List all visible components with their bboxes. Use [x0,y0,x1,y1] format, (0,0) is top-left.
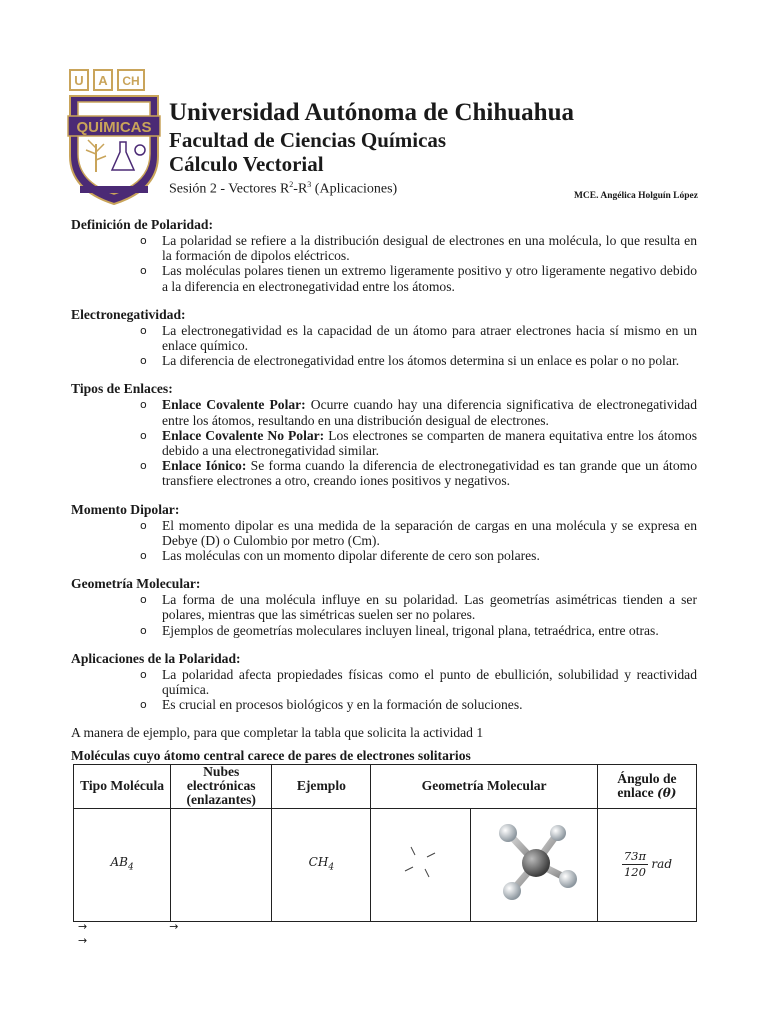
logo-word: QUÍMICAS [76,119,152,136]
bullet-text: Los electrones se comparten de manera equitativa entre los átomos debido a una electronegatividad similar. [162,427,697,459]
intro-text: A manera de ejemplo, para que completar la tabla que solicita la actividad 1 [71,725,484,741]
table-title: Moléculas cuyo átomo central carece de pares de electrones solitarios [71,747,471,763]
bullet-list [71,323,697,369]
bullet-list [71,592,697,638]
session-prefix: Sesión 2 - Vectores R [169,181,290,197]
faculty-name: Facultad de Ciencias Químicas [169,128,447,152]
angle-fraction [622,849,648,880]
section-title: Momento Dipolar: [71,501,180,517]
bullet-item [162,458,697,488]
table-header-row [74,764,697,808]
header-ejemplo: Ejemplo [272,764,371,808]
tipo-sub: 4 [127,862,134,873]
bullet-item: o Es crucial en procesos biológicos y en la formación de soluciones. [162,697,697,712]
bullet-item: o Las moléculas polares tienen un extremo ligeramente positivo y otro ligeramente negativo debido a la diferencia en electronegatividad entre los átomos. [162,263,697,293]
cell-nubes [171,808,272,921]
bullet-lead: Enlace Covalente No Polar: [162,427,325,443]
bullet-item: o La polaridad se refiere a la distribución desigual de electrones en una molécula, lo que resulta en la formación de dipolos eléctricos. [162,233,697,263]
university-name: Universidad Autónoma de Chihuahua [169,99,574,126]
bullet-text: Se forma cuando la diferencia de electronegatividad es tan grande que un átomo transfiere electrones a otro, creando iones positivos y negativos. [162,458,697,489]
document-body [71,217,697,922]
bullet-lead: Enlace Iónico: [162,458,247,474]
bullet-list [71,667,697,713]
logo-letter-ch: CH [122,74,140,88]
teacher-name: MCE. Angélica Holguín López [573,191,698,201]
cell-geometry-model [470,808,597,921]
bullet-item: o La diferencia de electronegatividad entre los átomos determina si un enlace es polar o no polar. [162,353,697,368]
section-aplicaciones [71,651,697,713]
arrow-row-2 [78,934,178,948]
angle-numerator: 73π [622,849,648,865]
section-geometria [71,576,697,638]
bullet-item [162,428,697,458]
section-momento-dipolar [71,502,697,564]
bullet-item: o La electronegatividad es la capacidad de un átomo para atraer electrones hacia sí mismo en un enlace químico. [162,323,697,353]
ejemplo-base: CH [308,854,329,869]
cell-tipo [74,808,171,921]
bullet-lead: Enlace Covalente Polar: [162,397,306,413]
ejemplo-sub: 4 [328,862,335,873]
university-logo [66,68,162,206]
bullet-list [71,233,697,294]
arrow-icon: → [78,920,88,933]
header-geometria: Geometría Molecular [371,764,597,808]
section-tipos-enlaces [71,381,697,488]
section-title: Definición de Polaridad: [71,217,213,232]
bullet-item: o Ejemplos de geometrías moleculares incluyen lineal, trigonal plana, tetraédrica, entre otras. [162,623,697,638]
session-sup-1: 2 [289,180,294,189]
header-tipo: Tipo Molécula [74,764,171,808]
header-angulo [597,764,696,808]
section-electronegatividad [71,307,697,369]
angle-unit: rad [651,857,672,871]
bullet-list [71,518,697,564]
document-header [66,68,706,208]
section-title: Geometría Molecular: [71,576,201,592]
session-suffix: (Aplicaciones) [311,181,398,197]
tetrahedral-lines-icon [401,843,441,883]
arrow-icon: → [78,934,88,947]
bullet-item [162,397,697,427]
section-title: Electronegatividad: [71,306,186,322]
arrow-icon: → [169,920,179,933]
bullet-item: o La polaridad afecta propiedades físicas como el punto de ebullición, solubilidad y reactividad química. [162,667,697,697]
section-title: Tipos de Enlaces: [71,381,173,397]
bullet-item: o Las moléculas con un momento dipolar diferente de cero son polares. [162,548,697,563]
cell-ejemplo [272,808,371,921]
header-nubes: Nubes electrónicas (enlazantes) [171,764,272,808]
bullet-text: Ocurre cuando hay una diferencia significativa de electronegatividad entre los átomos, resultando en una distribución desigual de electrones. [162,397,697,428]
angle-denominator: 120 [623,865,646,880]
session-title [169,176,574,199]
arrow-row-1 [78,920,178,934]
molecules-table [73,764,697,922]
session-sup-2: 3 [307,180,312,189]
header-angulo-label: Ángulo de enlace [617,771,677,801]
section-polaridad [71,217,697,294]
course-name: Cálculo Vectorial [169,152,324,176]
cell-angulo [597,808,696,921]
bullet-item: o La forma de una molécula influye en su polaridad. Las geometrías asimétricas tienden a ser polares, mientras que las simétricas suelen ser no polares. [162,592,697,622]
footer-arrows [78,920,178,948]
session-mid: -R [293,181,308,197]
bullet-item: o El momento dipolar es una medida de la separación de cargas en una molécula y se expresa en Debye (D) o Culombio por metro (Cm). [162,518,697,548]
section-title: Aplicaciones de la Polaridad: [71,650,241,666]
theta-symbol: (θ) [657,786,677,801]
logo-letter-u: U [74,73,84,88]
tipo-base: AB [110,854,128,869]
logo-letter-a: A [98,73,108,88]
ch4-ball-stick-model-icon [484,819,584,907]
bullet-list [71,397,697,488]
cell-geometry-sketch [371,808,470,921]
table-row [74,808,697,921]
